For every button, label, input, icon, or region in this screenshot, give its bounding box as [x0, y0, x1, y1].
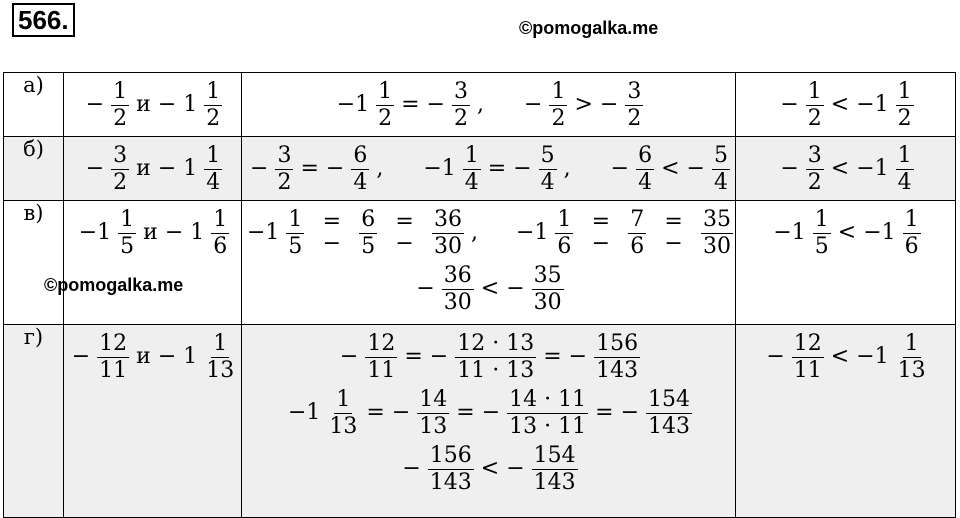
numerator: 1 [551, 78, 566, 104]
math-line [81, 141, 225, 197]
fraction [442, 262, 474, 315]
fraction [463, 142, 481, 195]
fraction [204, 78, 222, 131]
numerator: 3 [113, 142, 128, 168]
numerator: 3 [277, 142, 292, 168]
fraction [211, 206, 229, 259]
numerator: 1 [213, 206, 228, 232]
denominator: 30 [703, 233, 732, 259]
denominator: 4 [206, 169, 221, 195]
answer-cell [736, 201, 956, 325]
math-line [74, 205, 232, 261]
fraction [118, 206, 136, 259]
math-line [411, 261, 565, 317]
numerator: 154 [648, 386, 691, 412]
fraction [417, 386, 449, 439]
numerator: 1 [904, 206, 919, 232]
numerator: 12 [99, 330, 128, 356]
numerator: 5 [540, 142, 555, 168]
fraction [896, 78, 914, 131]
denominator: 2 [551, 105, 566, 131]
denominator: 11 [99, 357, 128, 383]
math-text: − [85, 92, 105, 117]
denominator: 4 [540, 169, 555, 195]
denominator: 6 [213, 233, 228, 259]
denominator: 2 [113, 169, 128, 195]
numerator: 6 [638, 142, 653, 168]
math-text: = − [401, 92, 445, 117]
math-text: −1 [336, 92, 370, 117]
answer-expression [736, 137, 955, 197]
given-expression [64, 325, 241, 385]
fraction [628, 206, 646, 259]
denominator: 13 [897, 357, 926, 383]
math-text: и − 1 [136, 92, 198, 117]
fraction [806, 78, 824, 131]
math-text: , [563, 156, 571, 181]
given-cell [64, 325, 242, 518]
math-line [761, 329, 929, 385]
math-text: = − [404, 344, 449, 369]
numerator: 12 [793, 330, 822, 356]
denominator: 4 [897, 169, 912, 195]
numerator: 1 [807, 78, 822, 104]
fraction [896, 330, 928, 383]
math-text: < −1 [837, 220, 896, 245]
fraction [111, 78, 129, 131]
denominator: 4 [353, 169, 368, 195]
denominator: 143 [648, 413, 691, 439]
fraction [532, 262, 564, 315]
numerator: 3 [627, 78, 642, 104]
given-expression [64, 201, 241, 261]
math-text: − [780, 156, 799, 181]
answer-expression [736, 325, 955, 385]
watermark-top: ©pomogalka.me [519, 18, 659, 38]
math-text: < − [480, 456, 525, 481]
denominator: 2 [807, 169, 822, 195]
math-text: − [250, 156, 269, 181]
denominator: 143 [596, 357, 639, 383]
numerator: 14 · 11 [509, 386, 587, 412]
denominator: 11 [367, 357, 396, 383]
work-cell [242, 201, 736, 325]
denominator: 2 [206, 105, 221, 131]
given-cell [64, 73, 242, 137]
math-text: −1 [773, 220, 806, 245]
fraction [359, 206, 377, 259]
denominator: 6 [630, 233, 645, 259]
math-text: − [402, 456, 421, 481]
numerator: 1 [120, 206, 135, 232]
numerator: 3 [454, 78, 468, 104]
math-text: − [71, 344, 91, 369]
denominator: 11 [793, 357, 822, 383]
numerator: 1 [113, 78, 128, 104]
math-line [242, 205, 735, 261]
fraction [813, 206, 831, 259]
work-cell [242, 325, 736, 518]
denominator: 2 [113, 105, 128, 131]
answer-expression [736, 73, 955, 133]
denominator: 5 [814, 233, 829, 259]
math-text: − [416, 276, 435, 301]
fraction [712, 142, 730, 195]
math-text: = − [395, 209, 414, 256]
fraction [539, 142, 557, 195]
row-label: г) [4, 325, 64, 518]
denominator: 11 · 13 [457, 357, 535, 383]
fraction [432, 206, 464, 259]
fraction [452, 78, 470, 131]
fraction [455, 330, 536, 383]
math-text: < − [661, 156, 705, 181]
work-expression [242, 73, 735, 133]
math-text: − [766, 344, 785, 369]
denominator: 2 [897, 105, 912, 131]
numerator: 12 [367, 330, 396, 356]
denominator: 2 [378, 105, 393, 131]
fraction [327, 386, 359, 439]
fraction [636, 142, 654, 195]
math-text: − [339, 344, 359, 369]
numerator: 35 [703, 206, 732, 232]
fraction [204, 142, 222, 195]
fraction [365, 330, 397, 383]
work-expression [242, 201, 735, 317]
table-row [4, 73, 956, 137]
numerator: 1 [378, 78, 393, 104]
numerator: 1 [213, 330, 228, 356]
math-text: − [780, 92, 799, 117]
denominator: 13 [329, 413, 358, 439]
fraction [507, 386, 588, 439]
answer-cell [736, 325, 956, 518]
numerator: 1 [814, 206, 829, 232]
numerator: 1 [897, 142, 912, 168]
denominator: 143 [533, 469, 576, 495]
math-text: = − [300, 156, 345, 181]
math-text: = − [591, 209, 611, 256]
numerator: 156 [429, 442, 472, 468]
fraction [532, 442, 578, 495]
denominator: 5 [288, 233, 303, 259]
work-expression [242, 137, 735, 197]
fraction [97, 330, 129, 383]
work-expression [242, 325, 735, 497]
numerator: 14 [419, 386, 448, 412]
math-text: и − 1 [136, 156, 198, 181]
math-text: −1 [287, 400, 321, 425]
row-label: б) [4, 137, 64, 201]
numerator: 36 [443, 262, 472, 288]
math-text: − [85, 156, 105, 181]
denominator: 30 [533, 289, 562, 315]
numerator: 1 [206, 142, 221, 168]
answer-cell [736, 137, 956, 201]
math-text: = − [456, 400, 501, 425]
math-text: , [477, 92, 484, 117]
math-text: = − [595, 400, 640, 425]
math-text: < −1 [830, 156, 889, 181]
numerator: 5 [713, 142, 728, 168]
math-line [768, 205, 922, 261]
math-text: = − [366, 400, 411, 425]
row-label: а) [4, 73, 64, 137]
work-cell [242, 137, 736, 201]
denominator: 4 [464, 169, 479, 195]
math-text: − [524, 92, 543, 117]
fraction [701, 206, 733, 259]
table-row [4, 325, 956, 518]
math-text: −1 [515, 220, 549, 245]
table-row [4, 201, 956, 325]
denominator: 5 [361, 233, 376, 259]
denominator: 5 [120, 233, 135, 259]
math-text: , [471, 220, 479, 245]
denominator: 6 [557, 233, 572, 259]
numerator: 35 [533, 262, 562, 288]
denominator: 143 [429, 469, 472, 495]
math-line [775, 141, 915, 197]
fraction [275, 142, 293, 195]
given-cell [64, 201, 242, 325]
math-text: = − [322, 209, 342, 256]
math-line [67, 329, 239, 385]
math-text: = − [487, 156, 532, 181]
numerator: 6 [361, 206, 376, 232]
table-row [4, 137, 956, 201]
fraction [286, 206, 304, 259]
answer-expression [736, 201, 955, 261]
denominator: 13 [419, 413, 448, 439]
denominator: 2 [627, 105, 642, 131]
denominator: 2 [277, 169, 292, 195]
math-line [775, 77, 915, 133]
math-line [397, 441, 579, 497]
numerator: 1 [206, 78, 221, 104]
numerator: 1 [336, 386, 351, 412]
math-text: −1 [78, 220, 112, 245]
math-text: −1 [246, 220, 280, 245]
answer-cell [736, 73, 956, 137]
numerator: 1 [557, 206, 572, 232]
fraction [646, 386, 692, 439]
math-text: − [610, 156, 630, 181]
math-text: < − [480, 276, 525, 301]
given-cell [64, 137, 242, 201]
math-text: = − [664, 209, 683, 256]
fraction [204, 330, 236, 383]
math-text: < −1 [830, 92, 889, 117]
math-text: и − 1 [136, 344, 198, 369]
fraction [806, 142, 824, 195]
row-label: в) [4, 201, 64, 325]
math-line [81, 77, 225, 133]
numerator: 12 · 13 [457, 330, 535, 356]
math-line [335, 329, 642, 385]
denominator: 30 [443, 289, 472, 315]
problem-number: 566. [12, 3, 75, 37]
numerator: 1 [464, 142, 479, 168]
denominator: 4 [638, 169, 653, 195]
work-cell [242, 73, 736, 137]
denominator: 4 [713, 169, 728, 195]
math-text: и − 1 [143, 220, 205, 245]
denominator: 13 · 11 [509, 413, 587, 439]
numerator: 7 [630, 206, 645, 232]
denominator: 6 [904, 233, 919, 259]
fraction [111, 142, 129, 195]
math-text: = − [543, 344, 588, 369]
denominator: 13 [206, 357, 235, 383]
fraction [351, 142, 369, 195]
math-text: , [376, 156, 384, 181]
math-line [332, 77, 646, 133]
fraction [549, 78, 567, 131]
numerator: 156 [596, 330, 639, 356]
math-line [283, 385, 694, 441]
fraction [555, 206, 573, 259]
numerator: 1 [904, 330, 919, 356]
denominator: 30 [434, 233, 463, 259]
numerator: 1 [288, 206, 303, 232]
fraction [903, 206, 921, 259]
numerator: 36 [434, 206, 463, 232]
fraction [376, 78, 394, 131]
given-expression [64, 137, 241, 197]
denominator: 2 [454, 105, 468, 131]
numerator: 1 [897, 78, 912, 104]
math-text: < −1 [830, 344, 889, 369]
given-expression [64, 73, 241, 133]
fraction [896, 142, 914, 195]
math-text: −1 [423, 156, 456, 181]
denominator: 2 [807, 105, 822, 131]
math-line [245, 141, 732, 197]
numerator: 154 [533, 442, 576, 468]
math-text: > − [574, 92, 619, 117]
numerator: 3 [807, 142, 822, 168]
watermark-middle: ©pomogalka.me [44, 275, 184, 295]
fraction [792, 330, 824, 383]
fraction [594, 330, 640, 383]
fraction [428, 442, 474, 495]
fraction [625, 78, 643, 131]
numerator: 6 [353, 142, 368, 168]
